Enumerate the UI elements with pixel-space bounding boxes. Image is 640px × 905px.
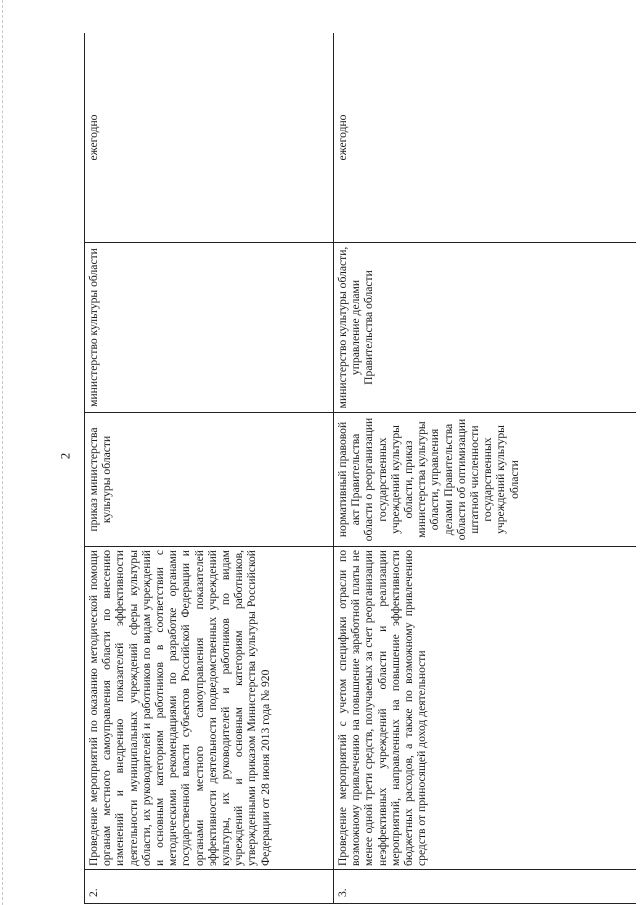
rotated-table-frame [84,33,636,904]
row-number: 2. [85,870,334,904]
regulatory-document: нормативный правовой акт Правительства области о реорганизации государственных учреждений культуры области, приказ министерства культуры области, управления делами Правительства области об оптимизации штатной численности государственных учреждений культуры области [334,413,637,547]
regulatory-document: приказ министерства культуры области [85,413,334,547]
responsible-executor: министерство культуры области [85,243,334,413]
scan-edge-line [2,0,4,905]
measure-description: Проведение мероприятий по оказанию методической помощи органам местного самоуправления области по внесению изменений и внедрению показателей эффективности деятельности муниципальных учреждений сферы культуры области, их руководителей и работников по видам учреждений и основным категориям работников в соответствии с методическими рекомендациями по разработке органами государственной власти субъектов Российской Федерации и органами местного самоуправления показателей эффективности деятельности подведомственных учреждений культуры, их руководителей и работников по видам учреждений и основным категориям работников, утвержденными приказом Министерства культуры Российской Федерации от 28 июня 2013 года № 920 [85,547,334,870]
measures-table [84,33,636,904]
implementation-period: ежегодно [334,33,637,243]
table-row [85,33,334,904]
measure-description: Проведение мероприятий с учетом специфики отрасли по возможному привлечению на повышение заработной платы не менее одной трети средств, получаемых за счет реорганизации неэффективных учреждений области и реализации мероприятий, направленных на повышение эффективности бюджетных расходов, а также по возможному привлечению средств от приносящей доход деятельности [334,547,637,870]
table-row [334,33,637,904]
row-number: 3. [334,870,637,904]
rotated-table [84,33,636,904]
implementation-period: ежегодно [85,33,334,243]
responsible-executor: министерство культуры области, управление делами Правительства области [334,243,637,413]
page-number: 2 [57,452,73,460]
